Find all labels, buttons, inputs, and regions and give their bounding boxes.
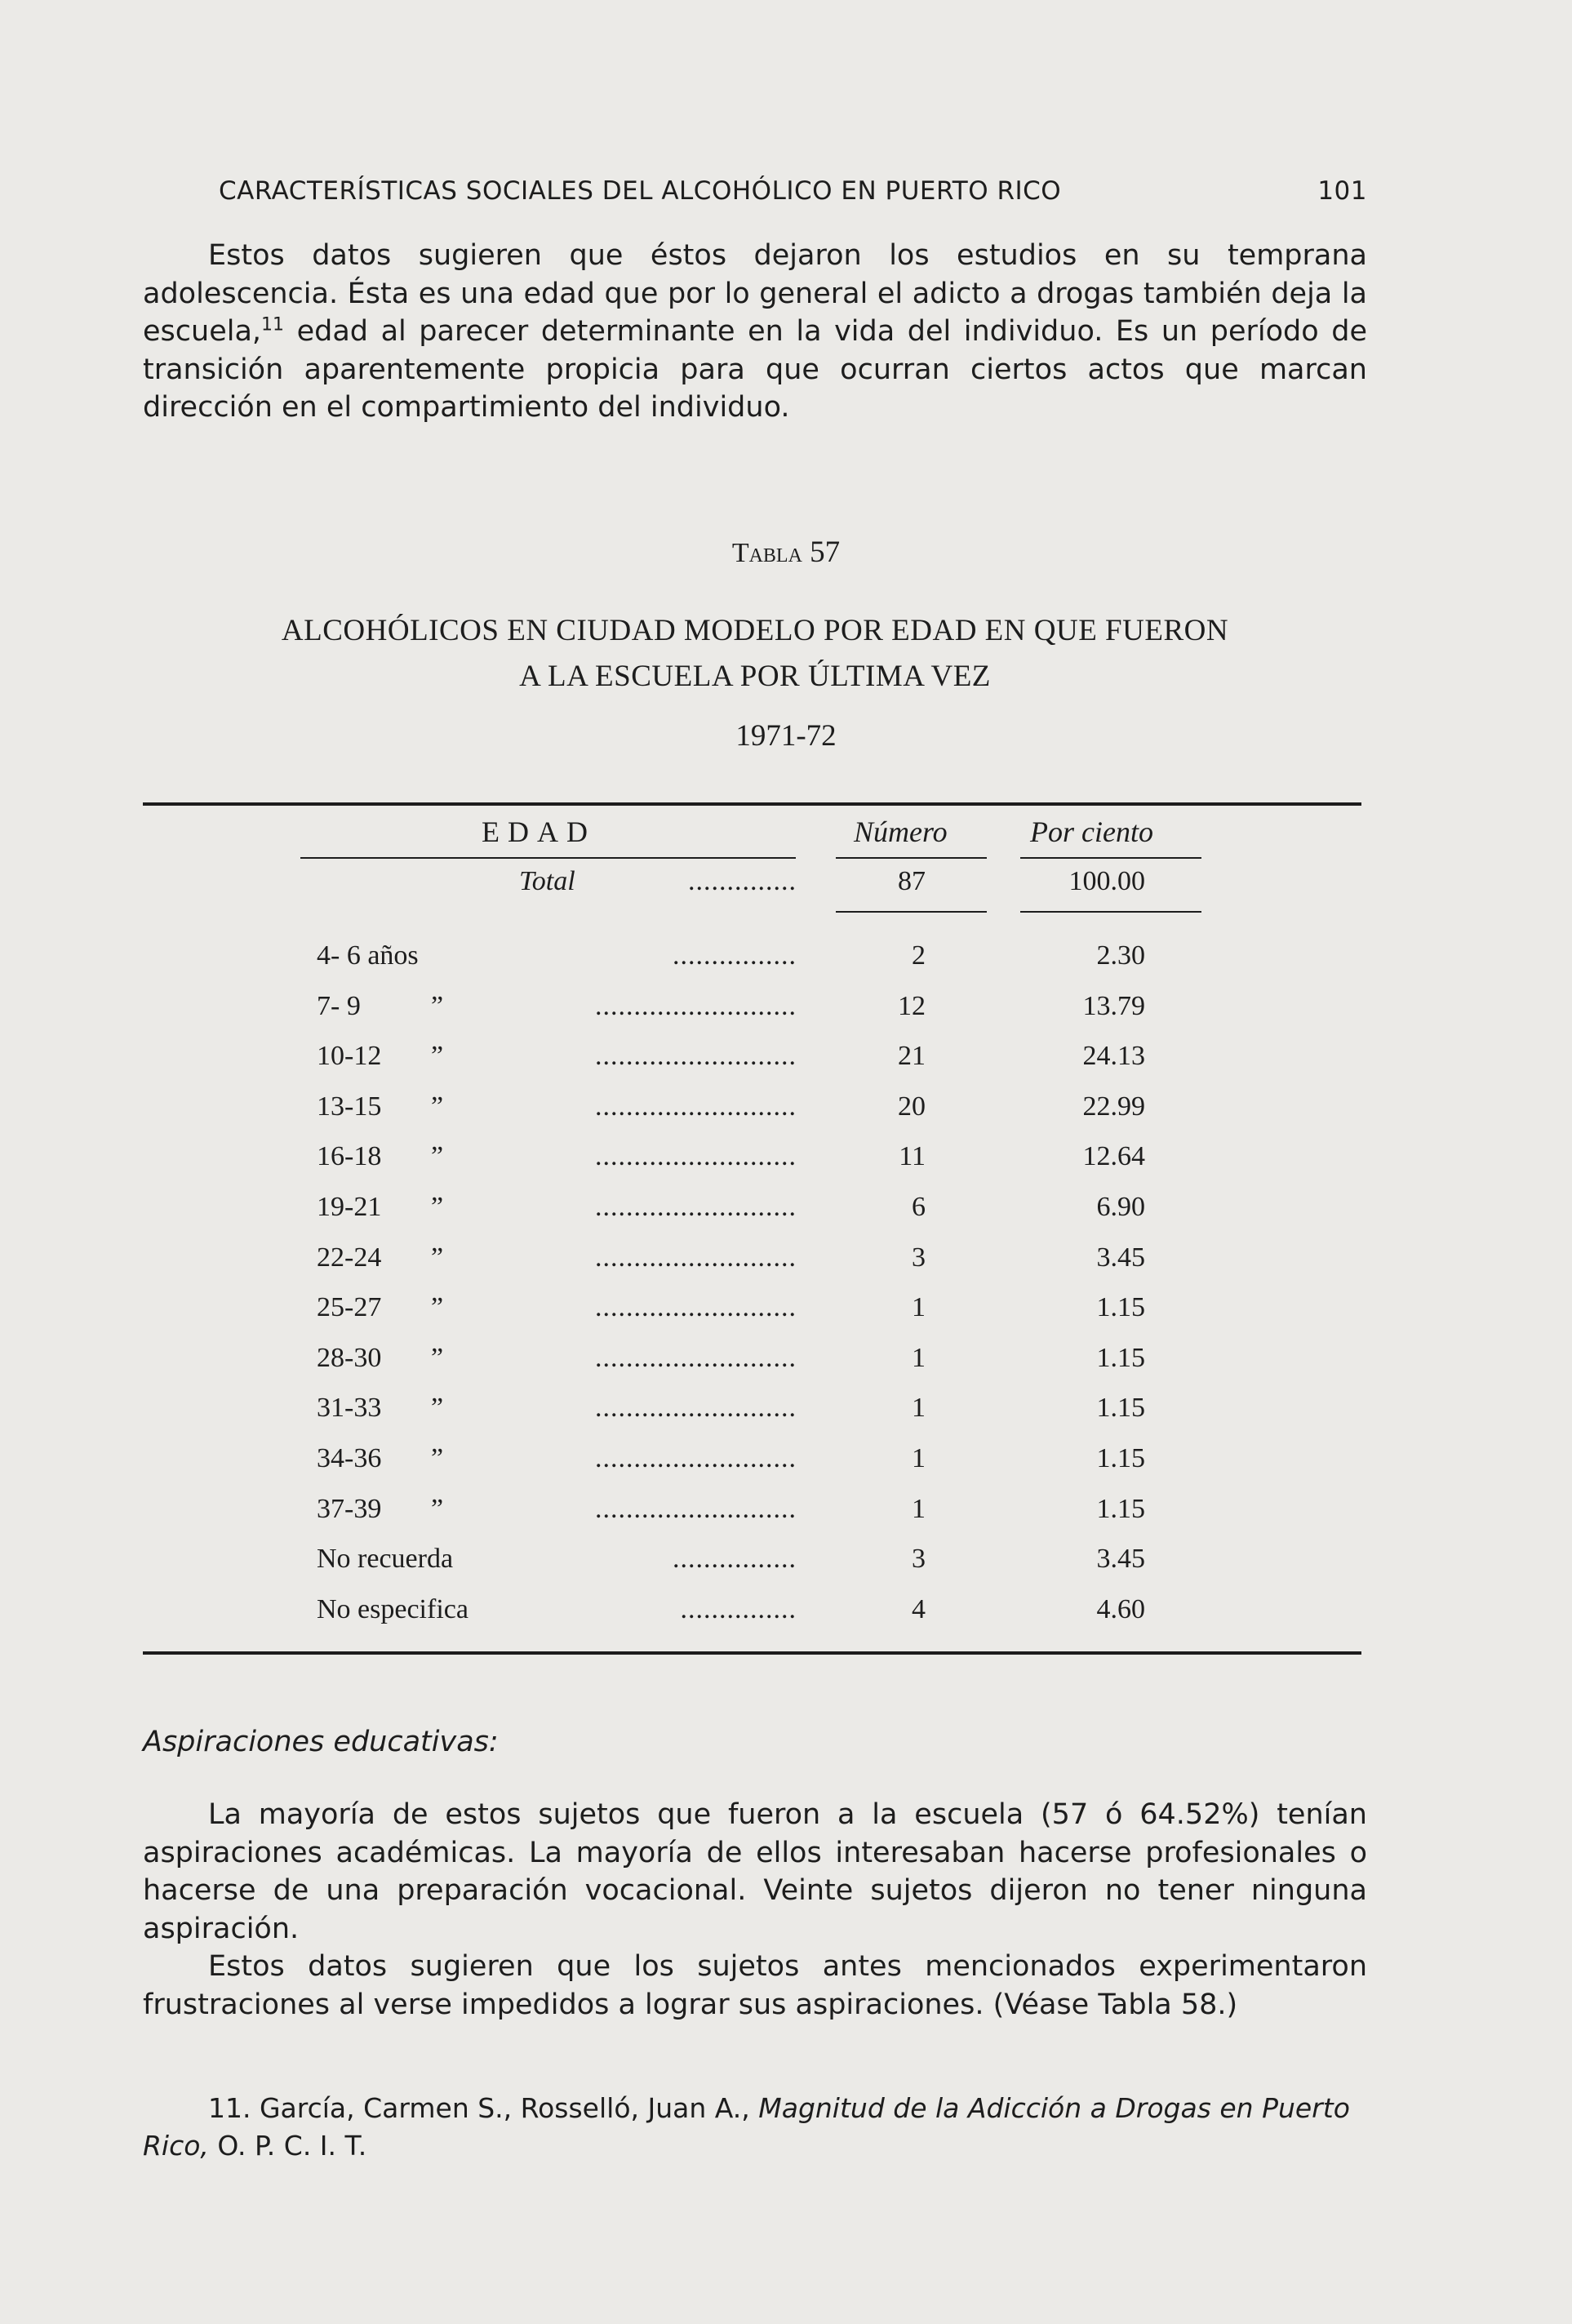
table-year: 1971-72 [735,719,837,753]
table-title-line-2: A LA ESCUELA POR ÚLTIMA VEZ [519,660,991,693]
total-numero-underline [836,911,987,913]
row-numero: 6 [912,1192,926,1222]
table-label-number: 57 [810,535,841,569]
row-por-ciento: 4.60 [1096,1593,1145,1624]
row-por-ciento: 1.15 [1096,1292,1145,1323]
row-edad: 25-27 [317,1292,382,1323]
row-por-ciento: 3.45 [1096,1544,1145,1575]
table-row [0,1041,1572,1073]
row-por-ciento: 3.45 [1096,1242,1145,1273]
row-numero: 1 [912,1493,926,1524]
row-edad: No especifica [317,1593,468,1624]
footnote-ref: 11 [261,314,285,335]
table-bottom-rule [143,1651,1361,1655]
table-row [0,1242,1572,1275]
row-ditto: ” [431,1443,444,1473]
footnote-authors: García, Carmen S., Rosselló, Juan A., [259,2092,750,2124]
row-numero: 11 [899,1141,926,1172]
footnote-title: Magnitud de la Adicción a Drogas en Puerto Rico, [143,2092,1350,2162]
leader-dots: .......................... [595,990,797,1021]
row-por-ciento: 1.15 [1096,1393,1145,1424]
footnote-number: 11. [208,2092,251,2124]
table-top-rule [143,802,1361,806]
row-numero: 2 [912,940,926,971]
table-label [0,535,1572,570]
table-row [0,1393,1572,1425]
leader-dots: .......................... [595,1443,797,1473]
table-row [0,1343,1572,1375]
leader-dots: .......................... [595,1493,797,1524]
header-por-ciento: Por ciento [1030,815,1153,848]
footnote [143,2090,1367,2165]
row-ditto: ” [431,1393,444,1424]
total-por-ciento: 100.00 [1068,866,1145,896]
row-ditto: ” [431,1292,444,1323]
leader-dots: .......................... [595,1091,797,1122]
row-edad: 19-21 [317,1192,382,1222]
intro-paragraph [143,237,1367,427]
row-por-ciento: 24.13 [1082,1041,1145,1072]
section-heading: Aspiraciones educativas: [143,1726,499,1758]
leader-dots: ................ [673,1544,797,1575]
leader-dots: .............. [688,866,797,896]
row-ditto: ” [431,1141,444,1172]
table-title-line-1: ALCOHÓLICOS EN CIUDAD MODELO POR EDAD EN QUE FUERON [281,614,1229,647]
row-por-ciento: 1.15 [1096,1443,1145,1473]
leader-dots: .......................... [595,1342,797,1373]
leader-dots: ................ [673,940,797,971]
row-numero: 1 [912,1443,926,1473]
intro-text-b: edad al parecer determinante en la vida del individuo. Es un período de transición aparentemente propicia para que ocurran ciertos actos que marcan dirección en el compartimiento del individuo. [143,315,1367,424]
section-paragraph-2: Estos datos sugieren que los sujetos antes mencionados experimentaron frustraciones al verse impedidos a lograr sus aspiraciones. (Véase Tabla 58.) [143,1950,1367,2021]
section-body [143,1796,1367,2024]
row-edad: 4- 6 años [317,940,419,971]
row-edad: 7- 9 [317,990,361,1021]
row-por-ciento: 13.79 [1082,990,1145,1021]
table-title [131,608,1379,700]
row-por-ciento: 2.30 [1096,940,1145,971]
leader-dots: .......................... [595,1242,797,1273]
leader-dots: .......................... [595,1393,797,1424]
row-numero: 12 [898,990,926,1021]
table-row [0,1141,1572,1174]
row-edad: No recuerda [317,1544,454,1575]
row-ditto: ” [431,1192,444,1222]
row-numero: 1 [912,1292,926,1323]
table-row [0,1192,1572,1224]
row-edad: 10-12 [317,1041,382,1072]
row-edad: 22-24 [317,1242,382,1273]
row-edad: 37-39 [317,1493,382,1524]
row-numero: 21 [898,1041,926,1072]
leader-dots: .......................... [595,1192,797,1222]
header-edad: EDAD [482,815,596,848]
table-row [0,1594,1572,1627]
leader-dots: .......................... [595,1141,797,1172]
section-paragraph-1: La mayoría de estos sujetos que fueron a la escuela (57 ó 64.52%) tenían aspiraciones académicas. La mayoría de ellos interesaban hacerse profesionales o hacerse de una preparación vocacional. Veinte sujetos dijeron no tener ninguna aspiración. [143,1798,1367,1945]
table-row [0,1091,1572,1124]
header-numero: Número [854,815,948,848]
table-row [0,1443,1572,1476]
row-por-ciento: 6.90 [1096,1192,1145,1222]
row-ditto: ” [431,990,444,1021]
row-ditto: ” [431,1493,444,1524]
row-numero: 4 [912,1593,926,1624]
table-total-row [0,866,1572,899]
intro-text-a: Estos datos sugieren que éstos dejaron los estudios en su temprana adolescencia. Ésta es una edad que por lo general el adicto a drogas también deja la escuela, [143,239,1367,348]
running-head [219,176,1367,206]
table-row [0,1544,1572,1576]
row-por-ciento: 12.64 [1082,1141,1145,1172]
total-label: Total [519,866,575,896]
row-edad: 34-36 [317,1443,382,1473]
row-ditto: ” [431,1091,444,1122]
table-row [0,1292,1572,1325]
row-por-ciento: 1.15 [1096,1493,1145,1524]
row-edad: 31-33 [317,1393,382,1424]
row-numero: 20 [898,1091,926,1122]
row-ditto: ” [431,1041,444,1072]
row-numero: 3 [912,1242,926,1273]
table-row [0,991,1572,1024]
header-por-ciento-underline [1020,857,1201,859]
leader-dots: .......................... [595,1041,797,1072]
total-numero: 87 [898,866,926,896]
total-por-ciento-underline [1020,911,1201,913]
table-row [0,1494,1572,1526]
header-edad-underline [300,857,796,859]
row-edad: 28-30 [317,1342,382,1373]
row-edad: 13-15 [317,1091,382,1122]
leader-dots: ............... [680,1593,797,1624]
leader-dots: .......................... [595,1292,797,1323]
header-numero-underline [836,857,987,859]
row-numero: 1 [912,1342,926,1373]
row-por-ciento: 22.99 [1082,1091,1145,1122]
row-ditto: ” [431,1342,444,1373]
row-numero: 3 [912,1544,926,1575]
table-label-word: Tabla [731,538,802,568]
row-ditto: ” [431,1242,444,1273]
row-por-ciento: 1.15 [1096,1342,1145,1373]
row-edad: 16-18 [317,1141,382,1172]
page-number: 101 [1317,176,1367,206]
row-numero: 1 [912,1393,926,1424]
table-row [0,940,1572,973]
running-title: CARACTERÍSTICAS SOCIALES DEL ALCOHÓLICO EN PUERTO RICO [219,176,1062,206]
footnote-publisher: O. P. C. I. T. [217,2130,367,2162]
